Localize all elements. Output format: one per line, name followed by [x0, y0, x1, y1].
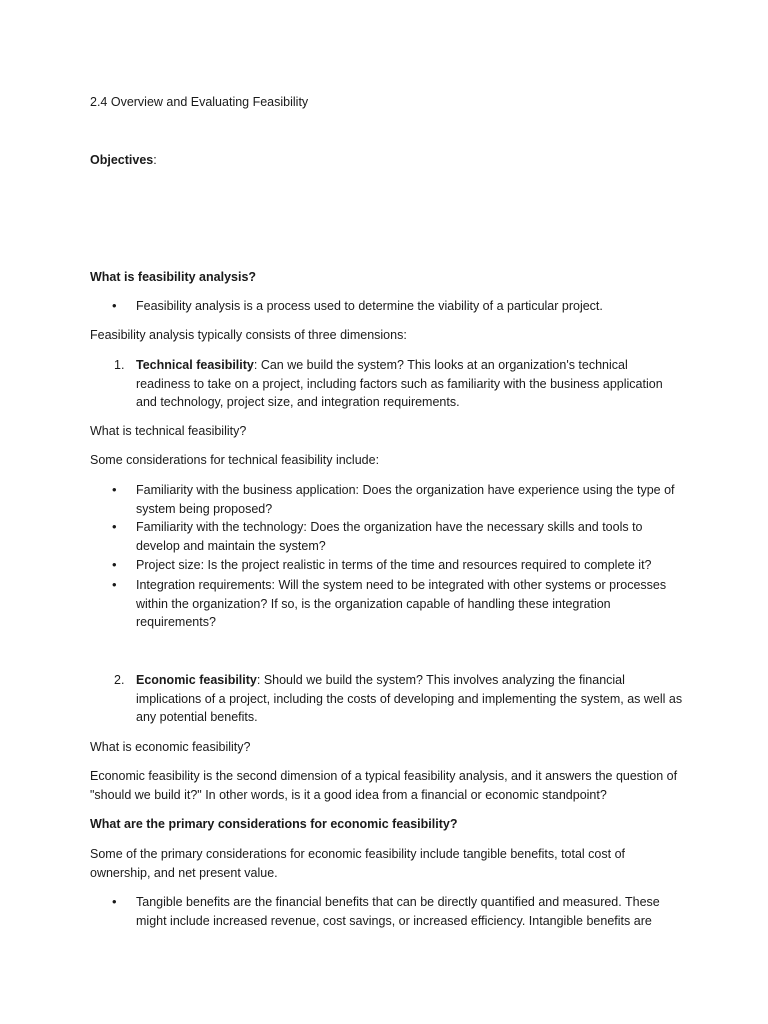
technical-feasibility-text: : Can we build the system? This looks at an organization's technical readiness to take on a project, including factors such as familiarity with the business application and technology, project size, and integration requirements. — [136, 358, 663, 410]
section-title: 2.4 Overview and Evaluating Feasibility — [90, 95, 309, 109]
economic-feasibility-question: What is economic feasibility? — [90, 740, 251, 754]
technical-considerations-intro: Some considerations for technical feasibility include: — [90, 453, 380, 467]
technical-feasibility-item — [136, 356, 684, 412]
objectives-heading — [90, 151, 680, 170]
bullet-tangible-benefits: Tangible benefits are the financial benefits that can be directly quantified and measured. These might include increased revenue, cost savings, or increased efficiency. Intangible benefits are — [136, 895, 660, 928]
bullet-glyph: • — [112, 298, 117, 313]
bullet-glyph: • — [112, 557, 117, 572]
economic-feasibility-text: : Should we build the system? This involves analyzing the financial implications of a project, including the costs of developing and implementing the system, as well as any potential benefits. — [136, 673, 683, 725]
primary-considerations-paragraph: Some of the primary considerations for economic feasibility include tangible benefits, total cost of ownership, and net present value. — [90, 847, 625, 880]
bullet-glyph: • — [112, 482, 117, 497]
dimensions-paragraph: Feasibility analysis typically consists of three dimensions: — [90, 328, 407, 342]
technical-feasibility-question: What is technical feasibility? — [90, 424, 247, 438]
bullet-technology: Familiarity with the technology: Does the organization have the necessary skills and tools to develop and maintain the system? — [136, 520, 643, 553]
bullet-glyph: • — [112, 894, 117, 909]
feasibility-analysis-heading — [90, 268, 680, 287]
technical-feasibility-term: Technical feasibility — [136, 358, 254, 372]
bullet-integration: Integration requirements: Will the system need to be integrated with other systems or processes within the organization? If so, is the organization capable of handling these integration requirements? — [136, 578, 667, 630]
primary-considerations-question: What are the primary considerations for economic feasibility? — [90, 817, 458, 831]
feasibility-analysis-question: What is feasibility analysis? — [90, 270, 257, 284]
economic-feasibility-paragraph: Economic feasibility is the second dimension of a typical feasibility analysis, and it answers the question of "should we build it?" In other words, is it a good idea from a financial or economic standpoint? — [90, 769, 678, 802]
objectives-colon: : — [153, 153, 157, 167]
list-number-2: 2. — [114, 673, 125, 687]
objectives-label: Objectives — [90, 153, 154, 167]
primary-considerations-heading — [90, 815, 680, 834]
bullet-business-application: Familiarity with the business application: Does the organization have experience using the type of system being proposed? — [136, 483, 675, 516]
bullet-glyph: • — [112, 577, 117, 592]
bullet-project-size: Project size: Is the project realistic in terms of the time and resources required to complete it? — [136, 558, 652, 572]
economic-feasibility-term: Economic feasibility — [136, 673, 257, 687]
bullet-feasibility-definition: Feasibility analysis is a process used to determine the viability of a particular project. — [136, 299, 603, 313]
list-number-1: 1. — [114, 358, 125, 372]
bullet-glyph: • — [112, 519, 117, 534]
economic-feasibility-item — [136, 671, 684, 727]
